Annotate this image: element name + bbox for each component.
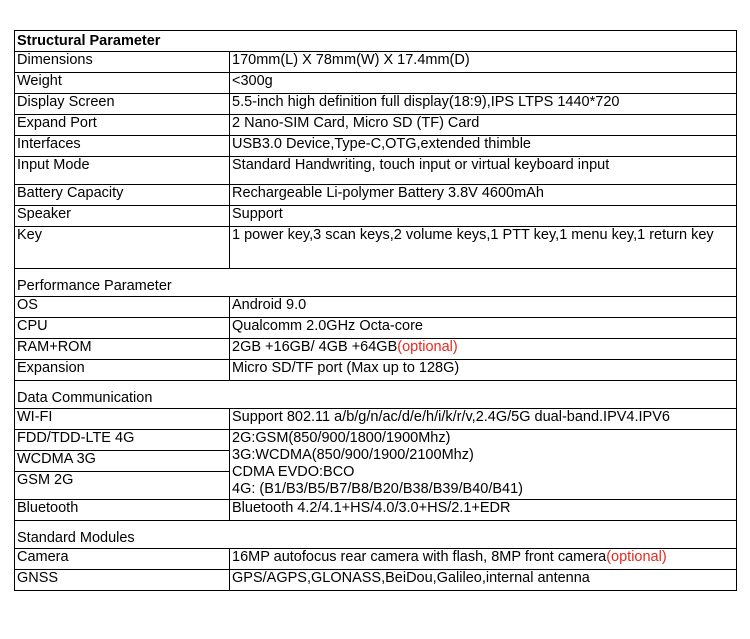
row-label: CPU (15, 318, 230, 339)
table-row (15, 549, 737, 570)
table-row (15, 52, 737, 73)
row-label: GNSS (15, 570, 230, 591)
row-value: Rechargeable Li-polymer Battery 3.8V 4600mAh (230, 185, 737, 206)
network-line: 2G:GSM(850/900/1800/1900Mhz) (232, 430, 451, 446)
table-row (15, 206, 737, 227)
spec-table (14, 30, 737, 591)
table-row (15, 136, 737, 157)
network-bands-cell (230, 430, 737, 500)
row-value: 5.5-inch high definition full display(18:9),IPS LTPS 1440*720 (230, 94, 737, 115)
row-value: Micro SD/TF port (Max up to 128G) (230, 360, 737, 381)
row-value: Bluetooth 4.2/4.1+HS/4.0/3.0+HS/2.1+EDR (230, 500, 737, 521)
row-label: Battery Capacity (15, 185, 230, 206)
row-label: Interfaces (15, 136, 230, 157)
section-structural-parameter: Structural Parameter (15, 31, 737, 52)
row-label: WCDMA 3G (15, 451, 230, 472)
row-label: Key (15, 227, 230, 269)
table-row (15, 185, 737, 206)
camera-value-text: 16MP autofocus rear camera with flash, 8MP front camera (232, 549, 607, 565)
row-label: Dimensions (15, 52, 230, 73)
table-row (15, 430, 737, 451)
table-row (15, 269, 737, 297)
table-row (15, 227, 737, 269)
section-data-communication: Data Communication (15, 381, 737, 409)
table-row (15, 31, 737, 52)
row-label: FDD/TDD-LTE 4G (15, 430, 230, 451)
table-row (15, 94, 737, 115)
row-value: 2 Nano-SIM Card, Micro SD (TF) Card (230, 115, 737, 136)
optional-note: (optional) (606, 549, 667, 565)
table-row (15, 297, 737, 318)
optional-note: (optional) (397, 339, 458, 355)
row-label: Display Screen (15, 94, 230, 115)
row-value: Qualcomm 2.0GHz Octa-core (230, 318, 737, 339)
row-value: <300g (230, 73, 737, 94)
ram-value-text: 2GB +16GB/ 4GB +64GB (232, 339, 398, 355)
row-label: RAM+ROM (15, 339, 230, 360)
row-value: Support 802.11 a/b/g/n/ac/d/e/h/i/k/r/v,2.4G/5G dual-band.IPV4.IPV6 (230, 409, 737, 430)
section-performance-parameter: Performance Parameter (15, 269, 737, 297)
network-line: 3G:WCDMA(850/900/1900/2100Mhz) (232, 447, 474, 463)
row-label: GSM 2G (15, 472, 230, 500)
row-label: Input Mode (15, 157, 230, 185)
row-label: Speaker (15, 206, 230, 227)
row-label: Bluetooth (15, 500, 230, 521)
row-value (230, 339, 737, 360)
row-label: Expansion (15, 360, 230, 381)
row-value: Android 9.0 (230, 297, 737, 318)
table-row (15, 157, 737, 185)
row-value: 170mm(L) X 78mm(W) X 17.4mm(D) (230, 52, 737, 73)
table-row (15, 360, 737, 381)
row-label: WI-FI (15, 409, 230, 430)
row-label: OS (15, 297, 230, 318)
table-row (15, 73, 737, 94)
row-value: GPS/AGPS,GLONASS,BeiDou,Galileo,internal antenna (230, 570, 737, 591)
row-label: Weight (15, 73, 230, 94)
row-label: Camera (15, 549, 230, 570)
row-value: USB3.0 Device,Type-C,OTG,extended thimble (230, 136, 737, 157)
network-line: CDMA EVDO:BCO (232, 464, 355, 480)
table-row (15, 339, 737, 360)
network-line: 4G: (B1/B3/B5/B7/B8/B20/B38/B39/B40/B41) (232, 481, 523, 497)
table-row (15, 521, 737, 549)
row-label: Expand Port (15, 115, 230, 136)
table-row (15, 381, 737, 409)
section-standard-modules: Standard Modules (15, 521, 737, 549)
table-row (15, 409, 737, 430)
row-value: Standard Handwriting, touch input or virtual keyboard input (230, 157, 737, 185)
table-row (15, 500, 737, 521)
table-row (15, 570, 737, 591)
row-value: Support (230, 206, 737, 227)
table-row (15, 318, 737, 339)
row-value (230, 549, 737, 570)
table-row (15, 115, 737, 136)
row-value: 1 power key,3 scan keys,2 volume keys,1 PTT key,1 menu key,1 return key (230, 227, 737, 269)
